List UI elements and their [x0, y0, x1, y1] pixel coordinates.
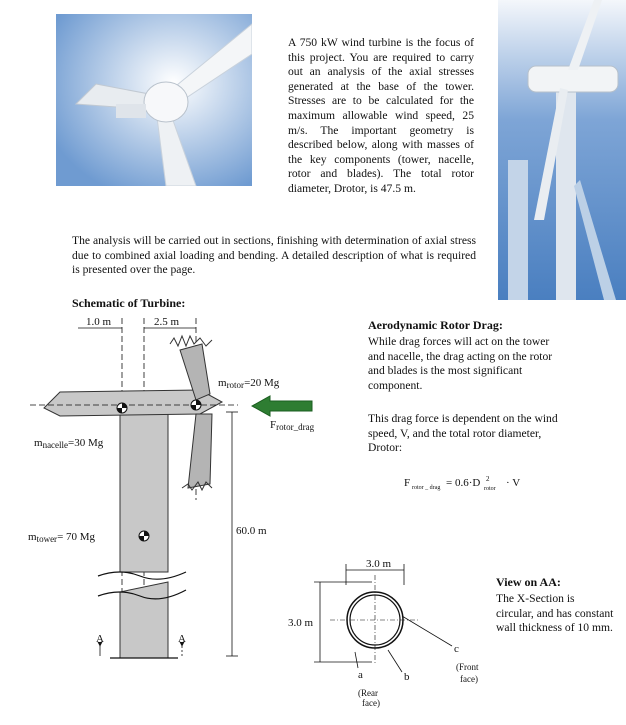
front-face-label-2: face): [460, 674, 478, 684]
dim-1m-label: 1.0 m: [86, 316, 112, 328]
mass-tower-label: mtower= 70 Mg: [28, 531, 96, 544]
svg-text:F: F: [404, 477, 411, 489]
break-line-1: [98, 572, 186, 579]
svg-text:= 0.6·D: = 0.6·D: [446, 477, 481, 489]
point-a-label: a: [358, 669, 363, 681]
drag-force-arrow: [252, 396, 312, 416]
svg-text:· V: · V: [506, 477, 521, 489]
com-rotor-symbol: [191, 400, 201, 410]
section-mark-left: A: [96, 633, 104, 645]
svg-text:rotor: rotor: [484, 486, 496, 492]
view-heading: View on AA:: [496, 575, 561, 589]
point-c-label: c: [454, 643, 459, 655]
rear-face-label: (Rear: [358, 688, 378, 698]
dim-2-5m-label: 2.5 m: [154, 316, 180, 328]
svg-text:2: 2: [486, 475, 490, 483]
rear-face-label-2: face): [362, 698, 380, 708]
tower-upper: [120, 412, 168, 572]
cross-section-view: [288, 558, 479, 708]
tower-lower: [120, 582, 168, 658]
point-b-label: b: [404, 671, 410, 683]
drag-heading: Aerodynamic Rotor Drag:: [368, 318, 503, 332]
dim-height-label: 60.0 m: [236, 525, 267, 537]
drag-dependency: This drag force is dependent on the wind speed, V, and the total rotor diameter, Drotor:: [368, 412, 558, 455]
section-height-label: 3.0 m: [288, 617, 314, 629]
section-mark-right: A: [178, 633, 186, 645]
schematic-title: Schematic of Turbine:: [72, 296, 186, 310]
svg-text:rotor _ drag: rotor _ drag: [412, 485, 441, 491]
view-description: The X-Section is circular, and has constant wall thickness of 10 mm.: [496, 592, 614, 635]
mass-rotor-label: mrotor=20 Mg: [218, 377, 280, 390]
drag-force-label: Frotor_drag: [270, 419, 315, 432]
com-nacelle-symbol: [117, 403, 127, 413]
analysis-paragraph: The analysis will be carried out in sections, finishing with determination of axial stress due to combined axial loading and bending. A detailed description of what is required is presented over the page.: [72, 234, 476, 277]
section-width-label: 3.0 m: [366, 558, 392, 570]
drag-description: While drag forces will act on the tower and nacelle, the drag acting on the rotor and blades is the most significant component.: [368, 335, 553, 392]
blade-upper-break: [170, 336, 212, 346]
blade-lower: [188, 414, 212, 488]
mass-nacelle-label: mnacelle=30 Mg: [34, 437, 104, 450]
front-face-label: (Front: [456, 662, 479, 672]
drag-formula: [404, 475, 520, 492]
com-tower-symbol: [139, 531, 149, 541]
intro-paragraph: A 750 kW wind turbine is the focus of this project. You are required to carry out an analysis of the axial stresses generated at the base of the tower. Stresses are to be calculated for the maximum allowable wind speed, 25 m/s. The important geometry is described below, along with masses of the key components (tower, nacelle, rotor and blades). The total rotor diameter, Drotor, is 47.5 m.: [288, 36, 474, 195]
